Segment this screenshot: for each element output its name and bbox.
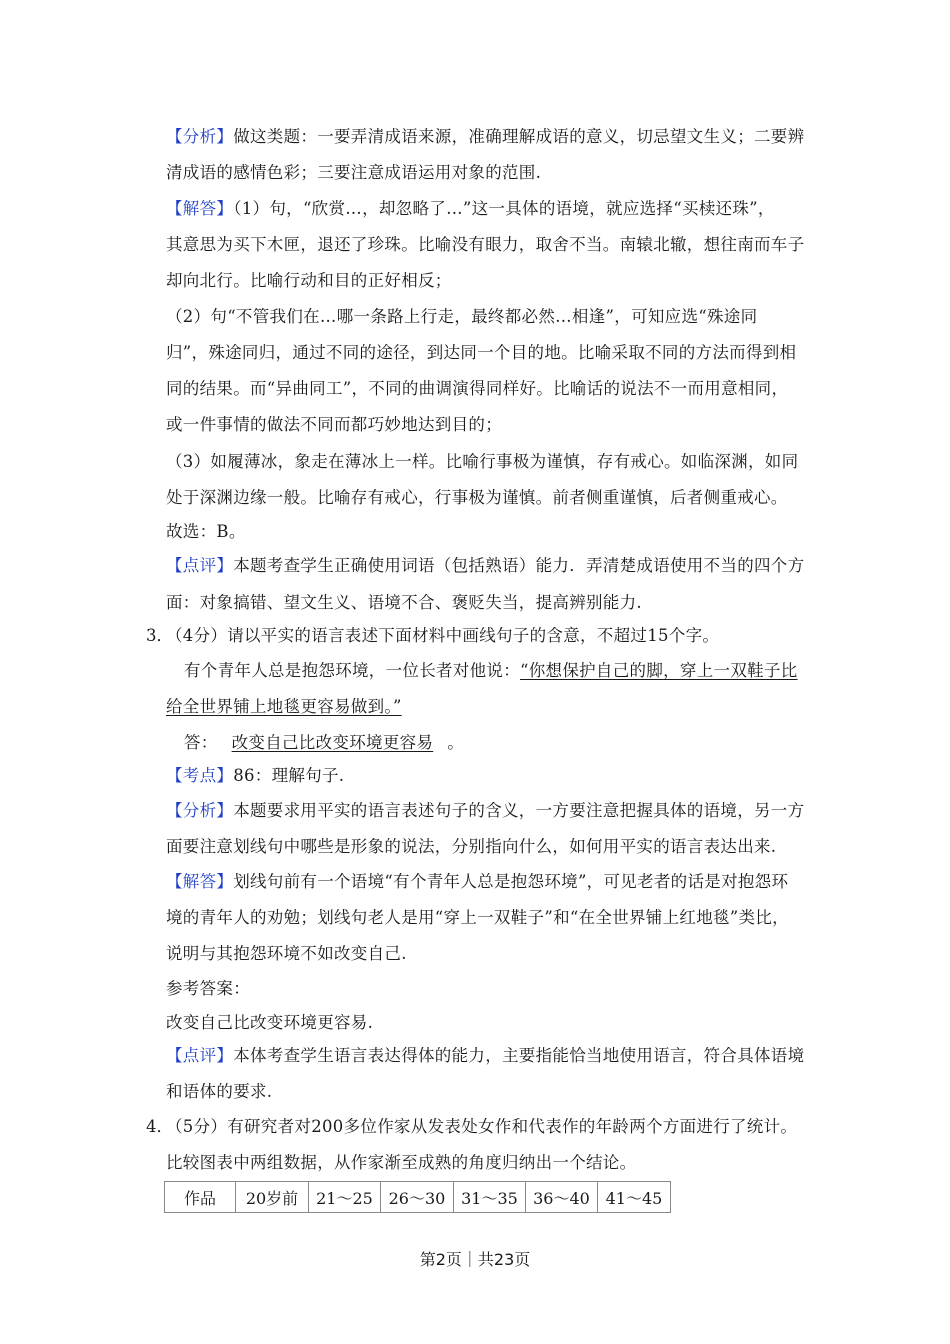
q3-comment-line-2: 和语体的要求. — [166, 1082, 273, 1101]
q3-answer-line-2: 境的青年人的劝勉；划线句老人是用“穿上一双鞋子”和“在全世界铺上红地毯”类比， — [166, 908, 789, 927]
q3-answer-line-1: 【解答】划线句前有一个语境“有个青年人总是抱怨环境”，可见老者的话是对抱怨环 — [166, 872, 789, 891]
q2-answer-line-6: 同的结果。而“异曲同工”，不同的曲调演得同样好。比喻话的说法不一而用意相同， — [166, 379, 789, 398]
q2-answer-line-8: （3）如履薄冰，象走在薄冰上一样。比喻行事极为谨慎，存有戒心。如临深渊，如同 — [166, 452, 799, 471]
underlined-sentence-cont: 给全世界铺上地毯更容易做到。” — [166, 697, 402, 716]
q2-answer-line-2: 其意思为买下木匣，退还了珍珠。比喻没有眼力，取舍不当。南辕北辙，想往南而车子 — [166, 235, 805, 254]
page-footer: 第2页｜共23页 — [419, 1250, 531, 1269]
q3-answer-line-5: 改变自己比改变环境更容易. — [166, 1013, 374, 1032]
q3-answer-line-3: 说明与其抱怨环境不如改变自己. — [166, 944, 407, 963]
q3-material-line-2 — [166, 697, 402, 717]
answer-tag: 【解答】 — [166, 199, 234, 218]
q3-number: 3． — [146, 626, 173, 645]
table-header-cell: 41～45 — [598, 1182, 671, 1213]
q2-answer-line-10: 故选：B。 — [166, 522, 246, 541]
q2-comment-line-2: 面：对象搞错、望文生义、语境不合、褒贬失当，提高辨别能力. — [166, 593, 642, 612]
analysis-tag: 【分析】 — [166, 801, 234, 820]
q3-answer-line: 答： 改变自己比改变环境更容易 。 — [184, 733, 465, 752]
table-header-cell: 21～25 — [309, 1182, 381, 1213]
q2-analysis-line-2: 清成语的感情色彩；三要注意成语运用对象的范围. — [166, 163, 542, 182]
underlined-sentence: “你想保护自己的脚，穿上一双鞋子比 — [520, 661, 798, 680]
q3-kaodian: 【考点】86：理解句子. — [166, 766, 345, 785]
table-header-cell: 31～35 — [454, 1182, 526, 1213]
q2-comment-line-1: 【点评】本题考查学生正确使用词语（包括熟语）能力．弄清楚成语使用不当的四个方 — [166, 556, 805, 575]
age-table — [164, 1181, 671, 1213]
table-header-cell: 26～30 — [381, 1182, 454, 1213]
q2-answer-line-7: 或一件事情的做法不同而都巧妙地达到目的； — [166, 415, 502, 434]
answer-blank: 改变自己比改变环境更容易 — [231, 733, 434, 752]
q2-answer-line-5: 归”，殊途同归，通过不同的途径，到达同一个目的地。比喻采取不同的方法而得到相 — [166, 343, 797, 362]
q3-stem: （4分）请以平实的语言表述下面材料中画线句子的含意，不超过15个字。 — [166, 626, 720, 645]
analysis-tag: 【分析】 — [166, 127, 234, 146]
table-header-cell: 36～40 — [526, 1182, 598, 1213]
q4-number: 4． — [146, 1117, 173, 1136]
q3-comment-line-1: 【点评】本体考查学生语言表达得体的能力，主要指能恰当地使用语言，符合具体语境 — [166, 1046, 805, 1065]
table-header-cell: 20岁前 — [236, 1182, 309, 1213]
comment-tag: 【点评】 — [166, 556, 234, 575]
kaodian-tag: 【考点】 — [166, 766, 234, 785]
table-header-cell: 作品 — [165, 1182, 236, 1213]
q2-analysis-line-1: 【分析】做这类题：一要弄清成语来源，准确理解成语的意义，切忌望文生义；二要辨 — [166, 127, 805, 146]
answer-tag: 【解答】 — [166, 872, 234, 891]
comment-tag: 【点评】 — [166, 1046, 234, 1065]
q2-answer-line-4: （2）句“不管我们在…哪一条路上行走，最终都必然…相逢”，可知应选“殊途同 — [166, 307, 758, 326]
q3-material-line-1: 有个青年人总是抱怨环境，一位长者对他说：“你想保护自己的脚，穿上一双鞋子比 — [184, 661, 798, 680]
q3-answer-line-4: 参考答案： — [166, 979, 250, 998]
q4-stem: （5分）有研究者对200多位作家从发表处女作和代表作的年龄两个方面进行了统计。 — [166, 1117, 798, 1136]
q3-analysis-line-2: 面要注意划线句中哪些是形象的说法，分别指向什么，如何用平实的语言表达出来. — [166, 837, 777, 856]
q4-stem-2: 比较图表中两组数据，从作家渐至成熟的角度归纳出一个结论。 — [166, 1153, 637, 1172]
q2-answer-line-1: 【解答】（1）句，“欣赏…，却忽略了…”这一具体的语境，就应选择“买椟还珠”， — [166, 199, 775, 218]
q2-answer-line-3: 却向北行。比喻行动和目的正好相反； — [166, 271, 452, 290]
q3-analysis-line-1: 【分析】本题要求用平实的语言表述句子的含义，一方要注意把握具体的语境，另一方 — [166, 801, 805, 820]
q2-answer-line-9: 处于深渊边缘一般。比喻存有戒心，行事极为谨慎。前者侧重谨慎，后者侧重戒心。 — [166, 488, 788, 507]
table-row — [165, 1182, 671, 1213]
